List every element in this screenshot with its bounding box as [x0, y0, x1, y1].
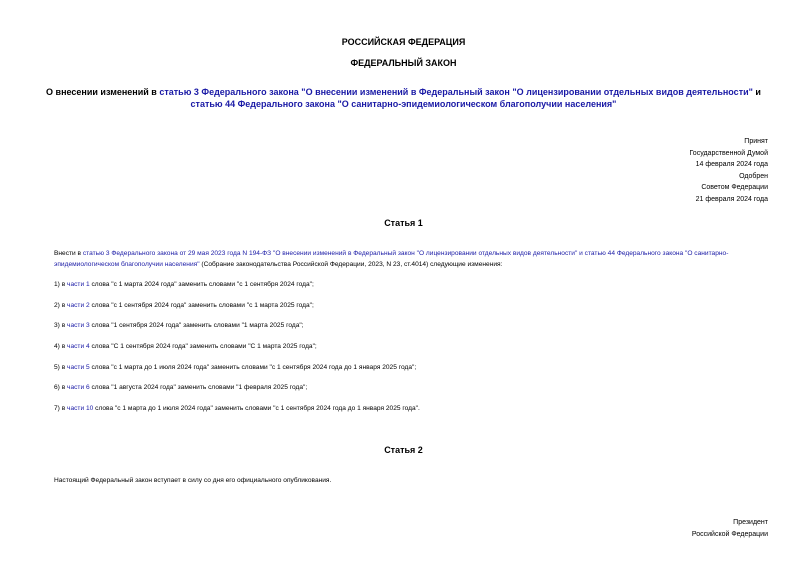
- adoption-line: Принят: [744, 138, 768, 145]
- list-item: 3) в части 3 слова "1 сентября 2024 года" заменить словами "1 марта 2025 года";: [54, 322, 304, 329]
- signature-org: Российской Федерации: [691, 530, 768, 538]
- title-prefix: О внесении изменений в: [46, 87, 160, 97]
- intro-suffix: (Собрание законодательства Российской Федерации, 2023, N 23, ст.4014) следующие изменения:: [199, 261, 503, 268]
- item-link-part[interactable]: части 5: [67, 364, 90, 371]
- article-1-intro: [54, 248, 774, 270]
- adoption-line: Советом Федерации: [701, 184, 768, 192]
- article-2-heading: Статья 2: [384, 445, 423, 455]
- list-item: 7) в части 10 слова "с 1 марта до 1 июля 2024 года" заменить словами "с 1 сентября 2024 года до 1 января 2025 года".: [54, 405, 420, 412]
- adoption-line: 14 февраля 2024 года: [695, 161, 768, 169]
- header-country: РОССИЙСКАЯ ФЕДЕРАЦИЯ: [341, 37, 466, 47]
- list-item: 5) в части 5 слова "с 1 марта до 1 июля 2024 года" заменить словами "с 1 сентября 2024 года до 1 января 2025 года";: [54, 364, 417, 371]
- item-link-part[interactable]: части 6: [67, 384, 90, 391]
- article-1-heading: Статья 1: [384, 218, 423, 228]
- list-item: 6) в части 6 слова "1 августа 2024 года" заменить словами "1 февраля 2025 года";: [54, 384, 308, 391]
- adoption-line: Государственной Думой: [689, 149, 768, 157]
- intro-link-article-3[interactable]: статью 3: [82, 250, 110, 257]
- adoption-line: Одобрен: [739, 172, 768, 180]
- title-mid: и: [752, 87, 761, 97]
- adoption-block: [568, 136, 768, 206]
- title-link-article-44[interactable]: статью 44 Федерального закона "О санитарно-эпидемиологическом благополучии населения": [190, 99, 617, 109]
- list-item: 2) в части 2 слова "с 1 сентября 2024 года" заменить словами "с 1 марта 2025 года";: [54, 302, 314, 309]
- item-link-part[interactable]: части 1: [67, 281, 90, 288]
- signature-title: Президент: [733, 519, 768, 526]
- document-title: [40, 86, 767, 110]
- article-2-text: Настоящий Федеральный закон вступает в силу со дня его официального опубликования.: [54, 477, 332, 484]
- intro-link-federal-law-194[interactable]: Федерального закона от 29 мая 2023 года N 194-ФЗ "О внесении изменений в Федеральный закон "О лицензировании отдельных видов деятельности" и статью 44 Федерального закона "О санитарно-эпидемиологическом благополучии населения": [54, 250, 729, 268]
- item-link-part[interactable]: части 10: [67, 405, 94, 412]
- intro-prefix: Внести в: [54, 250, 83, 257]
- list-item: 1) в части 1 слова "с 1 марта 2024 года" заменить словами "с 1 сентября 2024 года";: [54, 281, 314, 288]
- item-link-part[interactable]: части 3: [67, 322, 90, 329]
- header-law-type: ФЕДЕРАЛЬНЫЙ ЗАКОН: [350, 58, 457, 68]
- title-link-article-3[interactable]: статью 3 Федерального закона "О внесении изменений в Федеральный закон "О лицензировании отдельных видов деятельности": [159, 87, 753, 97]
- adoption-line: 21 февраля 2024 года: [695, 195, 768, 203]
- item-link-part[interactable]: части 2: [67, 302, 90, 309]
- signature-block: [568, 517, 768, 540]
- list-item: 4) в части 4 слова "С 1 сентября 2024 года" заменить словами "С 1 марта 2025 года";: [54, 343, 317, 350]
- item-link-part[interactable]: части 4: [67, 343, 90, 350]
